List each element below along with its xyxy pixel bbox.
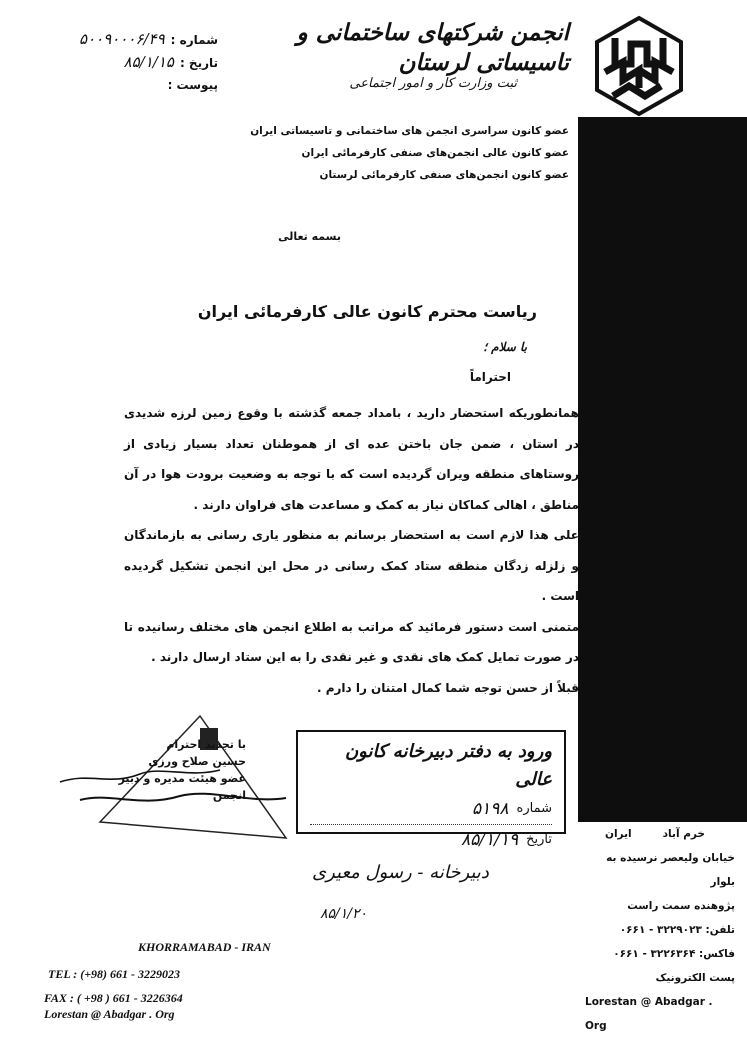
stamp-date-value: ۸۵/۱/۱۹ bbox=[461, 830, 519, 850]
street-fa: خیابان ولیعصر نرسیده به بلوار bbox=[606, 852, 735, 888]
stamp-number-label: شماره bbox=[516, 801, 552, 816]
dark-sidebar-band bbox=[578, 117, 747, 822]
stamp-number-row bbox=[310, 794, 552, 824]
attachment-row bbox=[8, 74, 218, 96]
letter-date-row bbox=[8, 51, 218, 74]
respect-line: احتراماً bbox=[469, 370, 511, 384]
greeting: با سلام ؛ bbox=[483, 340, 527, 354]
tel-en: TEL : (+98) 661 - 3229023 bbox=[48, 967, 181, 981]
letter-number-row bbox=[8, 28, 218, 51]
stamp-date-row bbox=[310, 825, 552, 855]
reference-block bbox=[8, 28, 218, 96]
signatory-name: حسین صلاح ورزی bbox=[148, 755, 246, 768]
letter-body bbox=[124, 398, 579, 703]
city-fa: خرم آباد bbox=[662, 828, 705, 840]
handwritten-date: ۸۵/۱/۲۰ bbox=[320, 906, 368, 922]
organization-logo-icon bbox=[583, 14, 695, 118]
signatory-position: عضو هیئت مدیره و دبیر انجمن bbox=[118, 772, 246, 802]
email-en: Lorestan @ Abadgar . Org bbox=[44, 1007, 175, 1021]
tel-fa: تلفن: ۳۲۲۹۰۲۳ - ۰۶۶۱ bbox=[619, 924, 735, 936]
stamp-title: ورود به دفتر دبیرخانه کانون عالی bbox=[344, 741, 552, 790]
paragraph: متمنی است دستور فرمائید که مراتب به اطلاع انجمن های مختلف رسانیده تا در صورت تمایل کمک های نقدی و غیر نقدی را به این ستاد ارسال دارند . bbox=[124, 619, 579, 664]
email-fa: Lorestan @ Abadgar . Org bbox=[585, 996, 713, 1032]
closing-line: با تجدید احترام bbox=[166, 738, 246, 751]
membership-item: عضو کانون عالی انجمن‌های صنفی کارفرمائی ایران bbox=[301, 147, 569, 159]
receipt-stamp bbox=[296, 730, 566, 850]
city-country-row bbox=[585, 822, 735, 846]
contact-block-fa bbox=[585, 822, 735, 1038]
memberships-list bbox=[149, 120, 569, 186]
street2-fa: پژوهنده سمت راست bbox=[627, 900, 735, 912]
letter-number-label: شماره : bbox=[170, 33, 218, 47]
city-en: KHORRAMABAD - IRAN bbox=[138, 940, 271, 954]
stamp-number-value: ۵۱۹۸ bbox=[472, 799, 509, 819]
letter-date-value: ۸۵/۱/۱۵ bbox=[123, 53, 174, 71]
email-label-fa: پست الکترونیک bbox=[655, 972, 735, 984]
letter-number-value: ۵۰۰۹۰۰۰۶/۴۹ bbox=[79, 30, 165, 48]
stamp-date-label: تاریخ bbox=[526, 832, 552, 847]
attachment-label: پیوست : bbox=[167, 78, 218, 92]
invocation: بسمه تعالی bbox=[278, 230, 341, 243]
paragraph: قبلاً از حسن توجه شما کمال امتنان را دارم . bbox=[316, 680, 579, 695]
fax-fa: فاکس: ۳۲۲۶۳۶۴ - ۰۶۶۱ bbox=[613, 948, 735, 960]
organization-title: انجمن شرکتهای ساختمانی و تاسیساتی لرستان bbox=[296, 19, 569, 76]
signature-block bbox=[96, 736, 246, 804]
membership-item: عضو کانون سراسری انجمن های ساختمانی و تاسیساتی ایران bbox=[250, 125, 569, 137]
membership-item: عضو کانون انجمن‌های صنفی کارفرمائی لرستان bbox=[319, 169, 569, 181]
handwritten-note: دبیرخانه - رسول معیری bbox=[312, 862, 489, 883]
paragraph: علی هذا لازم است به استحضار برسانم به منظور یاری رسانی به بازماندگان و زلزله زدگان منطقه ستاد کمک رسانی در محل این انجمن تشکیل گردیده است . bbox=[124, 528, 579, 603]
country-fa: ایران bbox=[605, 828, 632, 840]
fax-en: FAX : ( +98 ) 661 - 3226364 bbox=[44, 991, 183, 1005]
registration-line: ثبت وزارت کار و امور اجتماعی bbox=[349, 76, 517, 91]
paragraph: همانطوریکه استحضار دارید ، بامداد جمعه گذشته با وقوع زمین لرزه شدیدی در استان ، ضمن جان باختن عده ای از هموطنان تعداد بسیار زیادی از روستاهای منطقه ویران گردیده است که با توجه به وضعیت برودت هوا در آن مناطق ، اهالی کماکان نیاز به کمک و مساعدت های فراوان دارند . bbox=[124, 406, 579, 512]
addressee: ریاست محترم کانون عالی کارفرمائی ایران bbox=[197, 302, 537, 321]
letter-date-label: تاریخ : bbox=[179, 56, 218, 70]
